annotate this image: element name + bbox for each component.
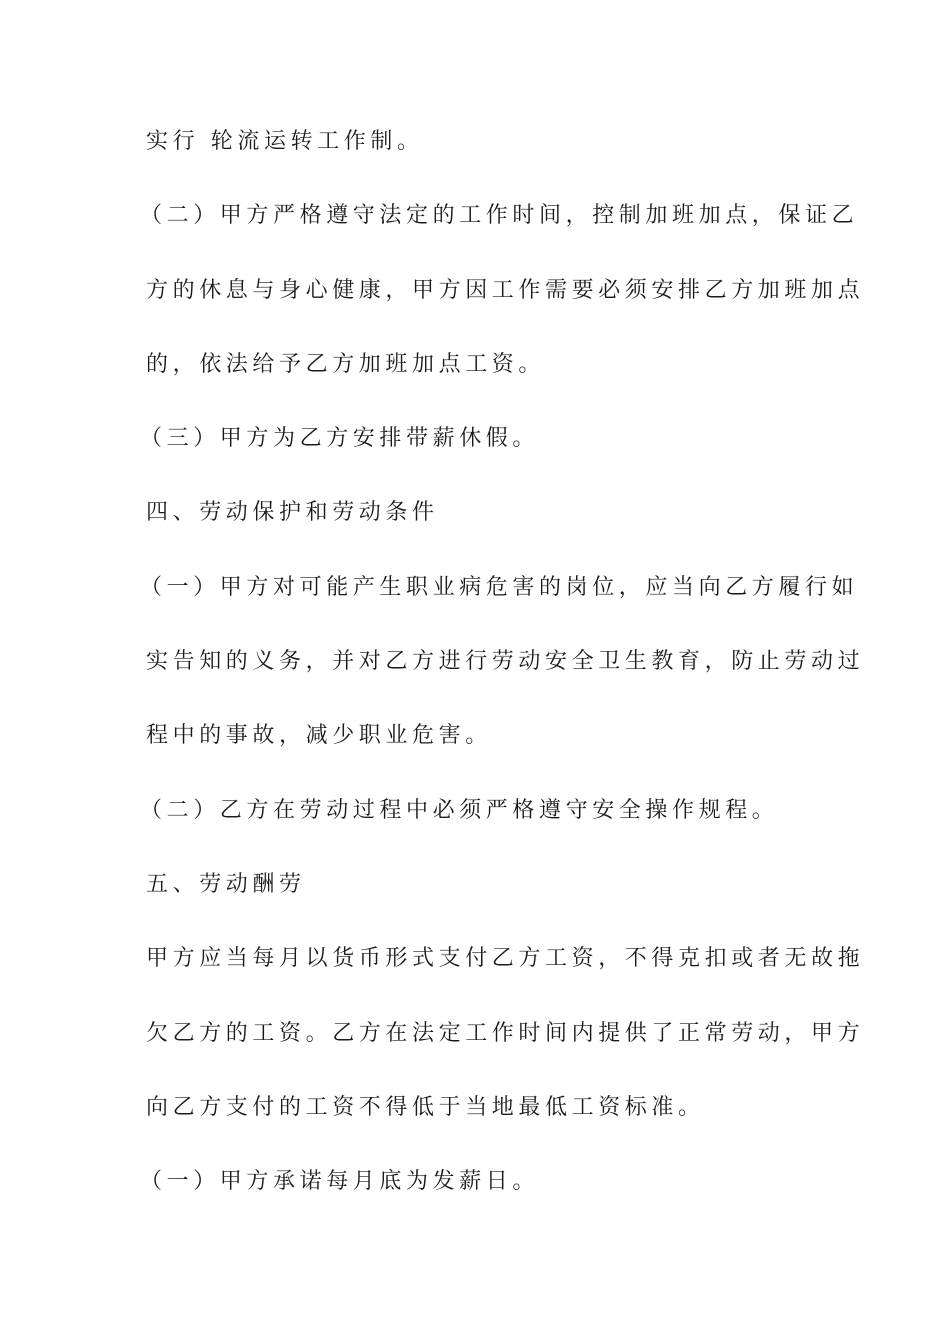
text-line-4: 的，依法给予乙方加班加点工资。 xyxy=(146,351,546,377)
text-line-5: （三）甲方为乙方安排带薪休假。 xyxy=(140,426,540,452)
document-body xyxy=(140,129,865,1244)
text-line-14: 向乙方支付的工资不得低于当地最低工资标准。 xyxy=(146,1094,705,1120)
text-line-3: 方的休息与身心健康，甲方因工作需要必须安排乙方加班加点 xyxy=(146,277,865,303)
section-heading-4: 四、劳动保护和劳动条件 xyxy=(146,500,439,526)
text-line-15: （一）甲方承诺每月底为发薪日。 xyxy=(140,1169,540,1195)
text-line-8: 实告知的义务，并对乙方进行劳动安全卫生教育，防止劳动过 xyxy=(146,649,865,675)
text-line-9: 程中的事故，减少职业危害。 xyxy=(146,723,492,749)
text-line-7: （一）甲方对可能产生职业病危害的岗位，应当向乙方履行如 xyxy=(140,574,859,600)
text-line-10: （二）乙方在劳动过程中必须严格遵守安全操作规程。 xyxy=(140,797,779,823)
section-heading-5: 五、劳动酬劳 xyxy=(146,871,306,897)
text-line-2: （二）甲方严格遵守法定的工作时间，控制加班加点，保证乙 xyxy=(140,203,859,229)
text-line-12: 甲方应当每月以货币形式支付乙方工资，不得克扣或者无故拖 xyxy=(146,946,865,972)
text-line-1: 实行 轮流运转工作制。 xyxy=(146,129,424,154)
text-line-13: 欠乙方的工资。乙方在法定工作时间内提供了正常劳动，甲方 xyxy=(146,1020,865,1046)
